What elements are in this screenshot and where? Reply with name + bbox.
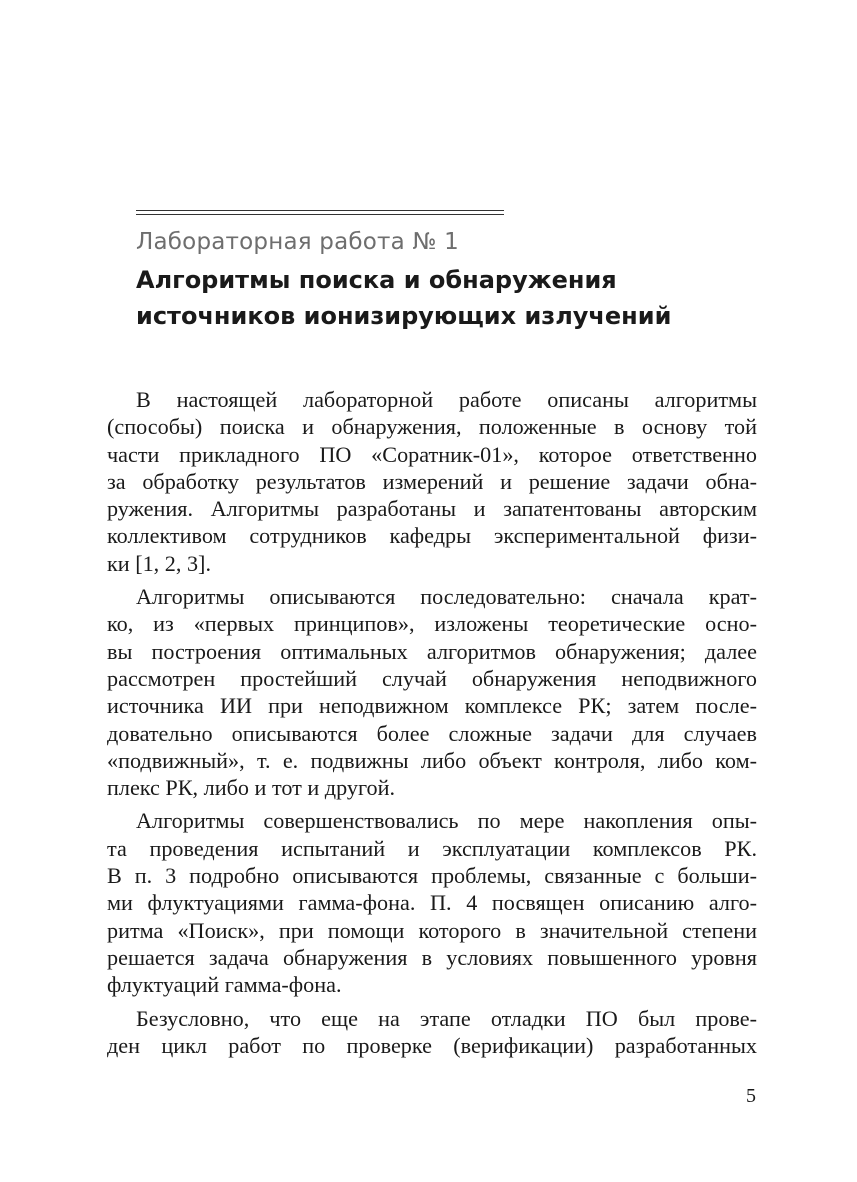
lab-number-label: Лабораторная работа № 1 [136, 229, 459, 255]
chapter-title [136, 262, 776, 334]
text-line: (способы) поиска и обнаружения, положенные в основу той [107, 414, 757, 440]
text-line: флуктуаций гамма-фона. [107, 972, 342, 998]
text-line: Алгоритмы описываются последовательно: сначала крат- [136, 584, 757, 610]
text-line: ко, из «первых принципов», изложены теоретические осно- [107, 611, 757, 637]
text-line: та проведения испытаний и эксплуатации комплексов РК. [107, 835, 757, 861]
text-line: Алгоритмы совершенствовались по мере накопления опы- [136, 808, 757, 834]
chapter-heading [136, 224, 776, 334]
text-line: решается задача обнаружения в условиях повышенного уровня [107, 944, 757, 970]
chapter-title-line: источников ионизирующих излучений [136, 302, 672, 330]
text-line: ми флуктуациями гамма-фона. П. 4 посвящен описанию алго- [107, 890, 757, 916]
paragraph [107, 1005, 757, 1060]
text-line: ритма «Поиск», при помощи которого в значительной степени [107, 917, 757, 943]
page-number: 5 [746, 1085, 756, 1107]
text-line: части прикладного ПО «Соратник-01», которое ответственно [107, 441, 757, 467]
chapter-title-line: Алгоритмы поиска и обнаружения [136, 266, 617, 294]
text-line: «подвижный», т. е. подвижны либо объект контроля, либо ком- [107, 747, 757, 773]
text-line: довательно описываются более сложные задачи для случаев [107, 720, 757, 746]
text-line: В п. 3 подробно описываются проблемы, связанные с больши- [107, 863, 757, 889]
text-line: ден цикл работ по проверке (верификации) разработанных [107, 1032, 757, 1058]
paragraph [107, 386, 757, 577]
paragraph [107, 583, 757, 801]
text-line: ки [1, 2, 3]. [107, 550, 211, 576]
paragraph [107, 807, 757, 998]
text-line: вы построения оптимальных алгоритмов обнаружения; далее [107, 638, 757, 664]
text-line: ружения. Алгоритмы разработаны и запатентованы авторским [107, 496, 757, 522]
text-line: за обработку результатов измерений и решение задачи обна- [107, 468, 757, 494]
text-line: рассмотрен простейший случай обнаружения неподвижного [107, 665, 757, 691]
text-line: Безусловно, что еще на этапе отладки ПО был прове- [136, 1005, 757, 1031]
text-line: коллективом сотрудников кафедры экспериментальной физи- [107, 523, 757, 549]
text-line: плекс РК, либо и тот и другой. [107, 775, 396, 801]
text-line: В настоящей лабораторной работе описаны алгоритмы [136, 387, 757, 412]
header-rule-bottom [136, 214, 504, 215]
header-rule-top [136, 210, 504, 211]
body-text [107, 386, 757, 1065]
text-line: источника ИИ при неподвижном комплексе РК; затем после- [107, 693, 757, 719]
